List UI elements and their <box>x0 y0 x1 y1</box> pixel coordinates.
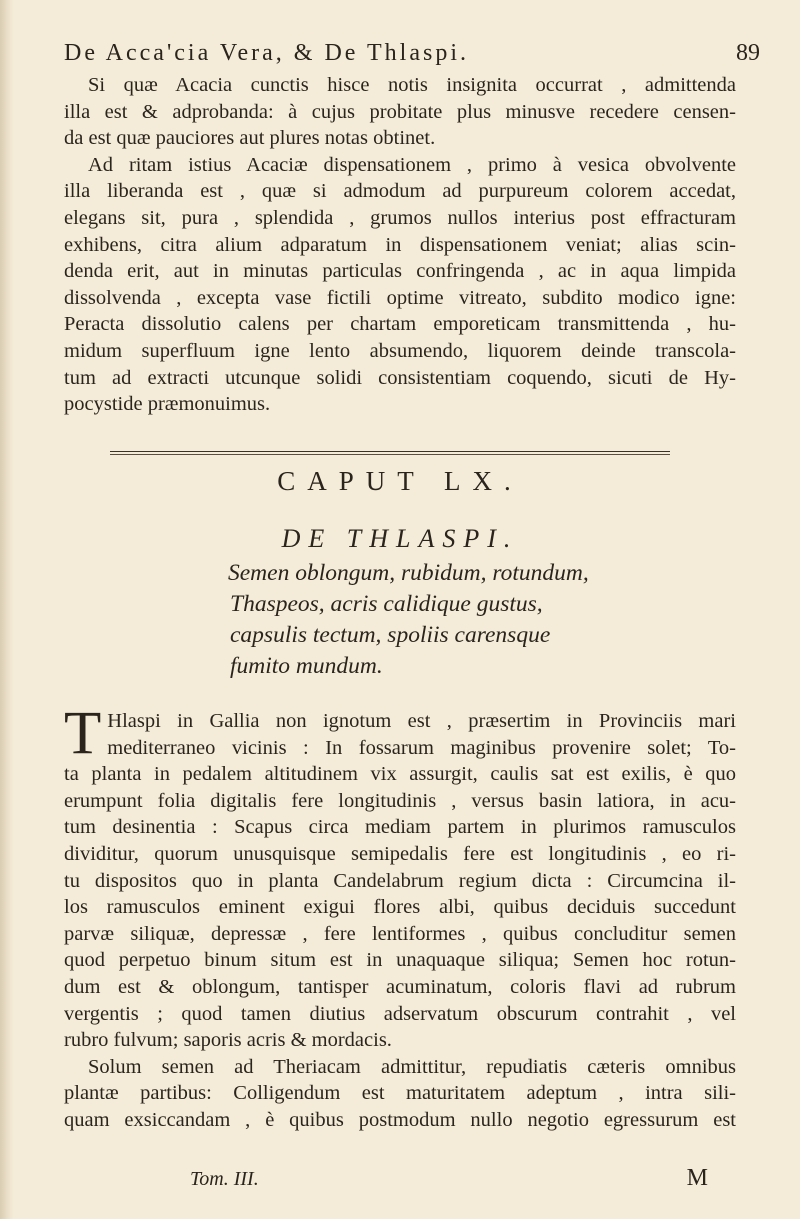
text-line: midum superfluum igne lento absumendo, liquorem deinde transcola- <box>64 339 736 362</box>
section-divider <box>110 451 670 452</box>
summary-line: Thaspeos, acris calidique gustus, <box>230 591 543 617</box>
text-line: illa liberanda est , quæ si admodum ad purpureum colorem accedat, <box>64 180 736 203</box>
summary-line: fumito mundum. <box>230 653 383 679</box>
text-line: dissolvenda , excepta vase fictili optime vitreato, subdito modico igne: <box>64 286 736 309</box>
text-line: Ad ritam istius Acaciæ dispensationem , primo à vesica obvolvente <box>88 153 736 176</box>
text-line: elegans sit, pura , splendida , grumos nullos interius post effracturam <box>64 206 736 229</box>
text-line: tu dispositos quo in planta Candelabrum regium dicta : Circumcina il- <box>64 869 736 892</box>
page-edge-shadow <box>0 0 14 1219</box>
text-line: tum ad extracti utcunque solidi consistentiam coquendo, sicuti de Hy- <box>64 366 736 389</box>
running-head-title: De Acca'cia Vera, & De Thlaspi. <box>64 40 469 66</box>
summary-line: Semen oblongum, rubidum, rotundum, <box>228 560 589 586</box>
text-line: illa est & adprobanda: à cujus probitate plus minusve recedere censen- <box>64 100 736 123</box>
summary-line: capsulis tectum, spoliis carensque <box>230 622 551 648</box>
text-line: Hlaspi in Gallia non ignotum est , præsertim in Provinciis mari <box>107 710 736 732</box>
page-footer <box>190 1165 708 1192</box>
text-line: exhibens, citra alium adparatum in dispensationem veniat; alias scin- <box>64 233 736 256</box>
main-text-block <box>64 700 736 1134</box>
drop-cap: T <box>64 700 102 767</box>
volume-note: Tom. III. <box>190 1168 259 1190</box>
text-line: Peracta dissolutio calens per chartam emporeticam transmittenda , hu- <box>64 313 736 336</box>
text-line: mediterraneo vicinis : In fossarum maginibus provenire solet; To- <box>107 736 736 759</box>
text-line: Solum semen ad Theriacam admittitur, repudiatis cæteris omnibus <box>88 1055 736 1078</box>
text-line: dividitur, quorum unusquisque semipedalis fere est longitudinis , eo ri- <box>64 842 736 865</box>
signature-mark: M <box>686 1165 708 1191</box>
chapter-summary <box>228 558 648 682</box>
text-line: rubro fulvum; saporis acris & mordacis. <box>64 1029 392 1052</box>
chapter-heading: CAPUT LX. <box>277 466 523 496</box>
text-line: pocystide præmonuimus. <box>64 393 271 416</box>
text-line: denda erit, aut in minutas particulas confringenda , ac in aqua limpida <box>64 260 736 283</box>
text-line: ta planta in pedalem altitudinem vix assurgit, caulis sat est exilis, è quo <box>64 763 736 786</box>
text-line: Si quæ Acacia cunctis hisce notis insignita occurrat , admittenda <box>88 74 736 96</box>
text-line: dum est & oblongum, tantisper acuminatum, coloris flavi ad rubrum <box>64 975 736 998</box>
text-line: tum desinentia : Scapus circa mediam partem in plurimos ramusculos <box>64 816 736 839</box>
text-line: erumpunt folia digitalis fere longitudinis , versus basin latiora, in acu- <box>64 789 736 812</box>
top-text-block <box>64 72 736 418</box>
running-head <box>64 40 760 67</box>
text-line: vergentis ; quod tamen diutius adservatum obscurum contrahit , vel <box>64 1002 736 1025</box>
page-number: 89 <box>736 40 760 66</box>
text-line: da est quæ pauciores aut plures notas obtinet. <box>64 127 436 150</box>
text-line: los ramusculos eminent exigui flores albi, quibus deciduis succedunt <box>64 896 736 919</box>
text-line: quam exsiccandam , è quibus postmodum nullo negotio egressurum est <box>64 1108 736 1131</box>
text-line: plantæ partibus: Colligendum est maturitatem adeptum , intra sili- <box>64 1082 736 1105</box>
text-line: quod perpetuo binum situm est in unaquaque siliqua; Semen hoc rotun- <box>64 949 736 972</box>
text-line: parvæ siliquæ, depressæ , fere lentiformes , quibus concluditur semen <box>64 922 736 945</box>
chapter-title: DE THLASPI. <box>281 524 519 553</box>
